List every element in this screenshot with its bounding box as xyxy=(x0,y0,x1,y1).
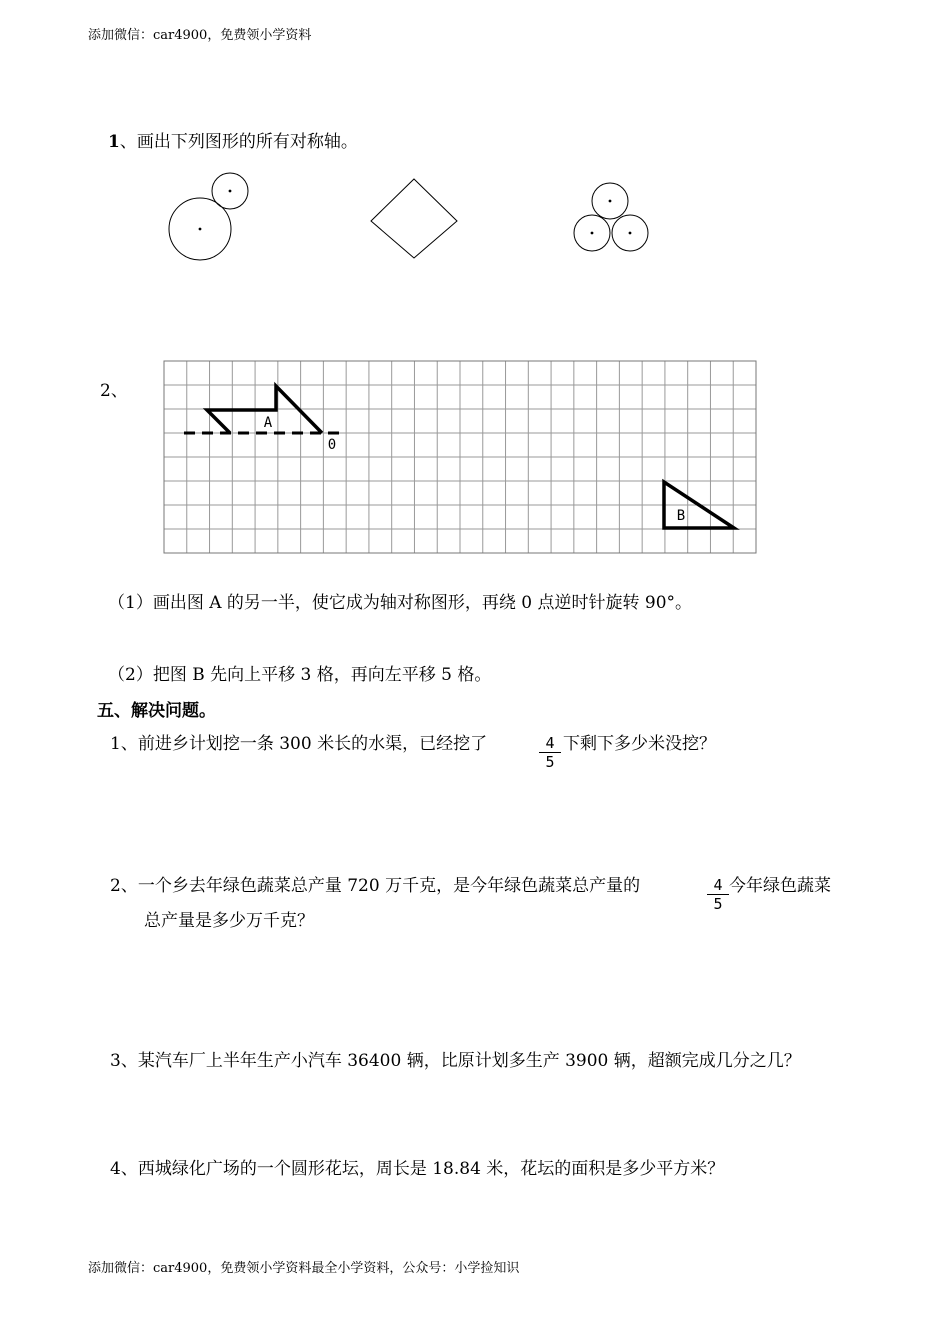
question-1-number: 1 xyxy=(108,132,120,152)
figure-b-label: B xyxy=(676,508,686,524)
fraction-numerator: 4 xyxy=(545,734,555,752)
grid xyxy=(164,361,756,553)
question-2-number: 2、 xyxy=(100,381,128,401)
problem-2-fraction xyxy=(705,876,731,913)
problem-2-line1: 2、一个乡去年绿色蔬菜总产量 720 万千克，是今年绿色蔬菜总产量的 xyxy=(110,876,641,896)
problem-2-line1-end: 今年绿色蔬菜 xyxy=(729,876,831,896)
problem-1-fraction xyxy=(537,734,563,771)
figure-a-label: A xyxy=(263,415,273,431)
fraction-denominator: 5 xyxy=(545,753,555,771)
question-2-sub2: （2）把图 B 先向上平移 3 格，再向左平移 5 格。 xyxy=(108,665,492,685)
question-2-sub1: （1）画出图 A 的另一半，使它成为轴对称图形，再绕 0 点逆时针旋转 90°。 xyxy=(108,593,693,613)
point-o-label: 0 xyxy=(327,437,337,453)
problem-3-text: 3、某汽车厂上半年生产小汽车 36400 辆，比原计划多生产 3900 辆，超额完成几分之几？ xyxy=(110,1051,801,1071)
question-1-text: 、画出下列图形的所有对称轴。 xyxy=(119,132,358,152)
problem-4-text: 4、西城绿化广场的一个圆形花坛，周长是 18.84 米，花坛的面积是多少平方米？ xyxy=(110,1159,725,1179)
fraction-denominator: 5 xyxy=(713,895,723,913)
problem-1-text: 1、前进乡计划挖一条 300 米长的水渠，已经挖了 xyxy=(110,734,488,754)
page-header: 添加微信：car4900，免费领小学资料 xyxy=(88,28,312,43)
fraction-numerator: 4 xyxy=(713,876,723,894)
grid-figure xyxy=(0,0,950,600)
section-5-title: 五、解决问题。 xyxy=(97,701,216,721)
problem-2-line2: 总产量是多少万千克？ xyxy=(144,911,314,931)
page-footer: 添加微信：car4900，免费领小学资料最全小学资料，公众号：小学捡知识 xyxy=(88,1261,520,1276)
problem-1-question: 下剩下多少米没挖？ xyxy=(563,734,716,754)
